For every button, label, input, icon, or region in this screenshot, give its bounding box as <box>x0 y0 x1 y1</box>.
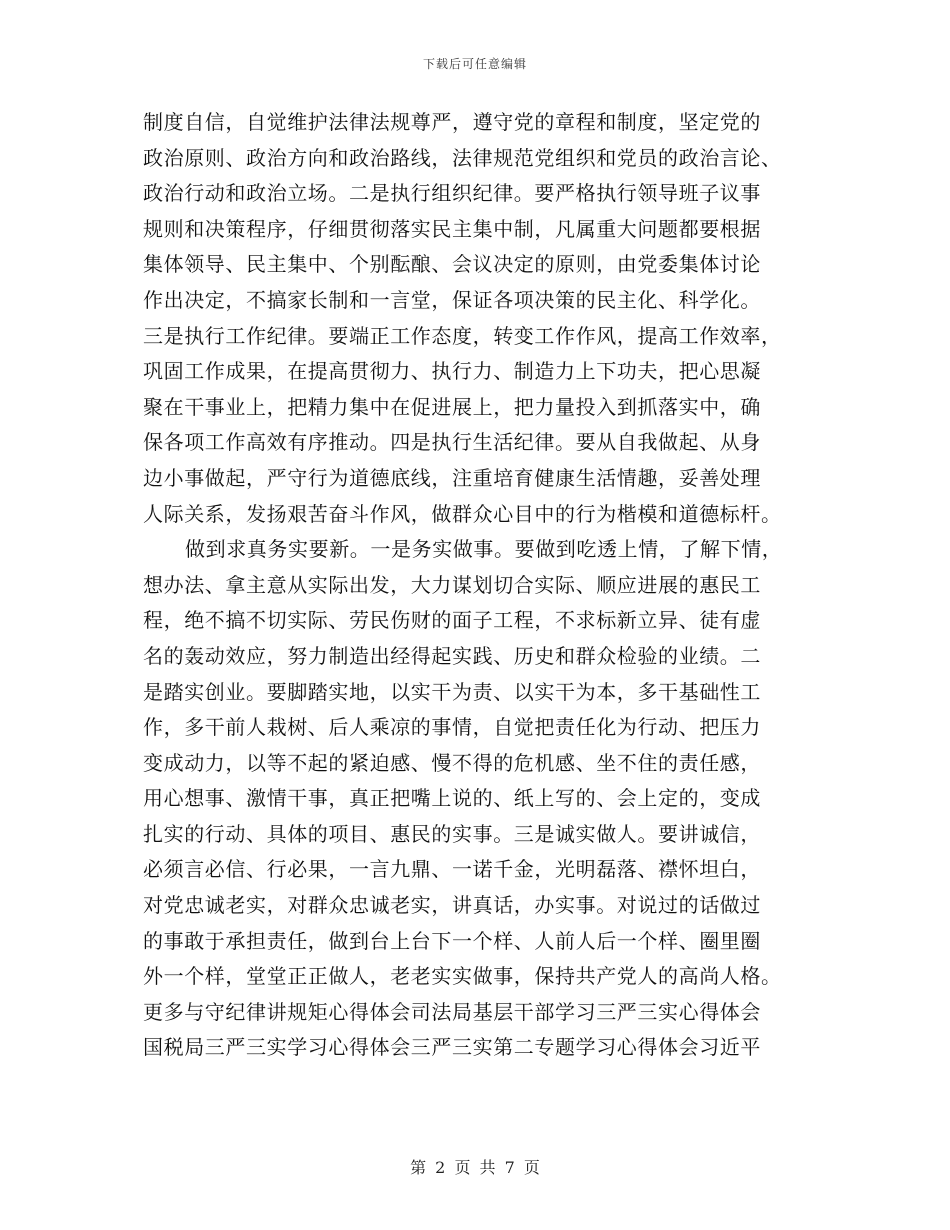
text-line: 作出决定，不搞家长制和一言堂，保证各项决策的民主化、科学化。 <box>143 287 761 312</box>
text-line: 变成动力，以等不起的紧迫感、慢不得的危机感、坐不住的责任感， <box>143 750 761 775</box>
text-line: 是踏实创业。要脚踏实地，以实干为责、以实干为本，多干基础性工 <box>143 679 761 704</box>
text-line: 作，多干前人栽树、后人乘凉的事情，自觉把责任化为行动、把压力 <box>143 715 761 740</box>
text-line: 三是执行工作纪律。要端正工作态度，转变工作作风，提高工作效率， <box>143 323 782 348</box>
page-number-footer: 第 2 页 共 7 页 <box>410 1158 540 1177</box>
text-line: 保各项工作高效有序推动。四是执行生活纪律。要从自我做起、从身 <box>143 430 761 455</box>
text-line: 聚在干事业上，把精力集中在促进展上，把力量投入到抓落实中，确 <box>143 394 761 419</box>
text-line: 集体领导、民主集中、个别酝酿、会议决定的原则，由党委集体讨论 <box>143 252 761 277</box>
paragraph-start-line: 做到求真务实要新。一是务实做事。要做到吃透上情，了解下情， <box>185 537 783 562</box>
text-line: 对党忠诚老实，对群众忠诚老实，讲真话，办实事。对说过的话做过 <box>143 893 761 918</box>
text-line: 政治原则、政治方向和政治路线，法律规范党组织和党员的政治言论、 <box>143 145 782 170</box>
text-line: 用心想事、激情干事，真正把嘴上说的、纸上写的、会上定的，变成 <box>143 786 761 811</box>
text-line: 政治行动和政治立场。二是执行组织纪律。要严格执行领导班子议事 <box>143 181 761 206</box>
text-line: 外一个样，堂堂正正做人，老老实实做事，保持共产党人的高尚人格。 <box>143 964 782 989</box>
text-line: 规则和决策程序，仔细贯彻落实民主集中制，凡属重大问题都要根据 <box>143 216 761 241</box>
text-line: 更多与守纪律讲规矩心得体会司法局基层干部学习三严三实心得体会 <box>143 999 761 1024</box>
text-line: 必须言必信、行必果，一言九鼎、一诺千金，光明磊落、襟怀坦白， <box>143 857 761 882</box>
text-line: 边小事做起，严守行为道德底线，注重培育健康生活情趣，妥善处理 <box>143 465 761 490</box>
document-body <box>143 105 808 1066</box>
page-header: 下载后可任意编辑 <box>422 57 527 71</box>
text-line: 想办法、拿主意从实际出发，大力谋划切合实际、顺应进展的惠民工 <box>143 572 761 597</box>
text-line: 国税局三严三实学习心得体会三严三实第二专题学习心得体会习近平 <box>143 1035 761 1060</box>
text-line: 人际关系，发扬艰苦奋斗作风，做群众心目中的行为楷模和道德标杆。 <box>143 501 782 526</box>
text-line: 程，绝不搞不切实际、劳民伤财的面子工程，不求标新立异、徒有虚 <box>143 608 761 633</box>
text-line: 名的轰动效应，努力制造出经得起实践、历史和群众检验的业绩。二 <box>143 643 761 668</box>
text-line: 巩固工作成果，在提高贯彻力、执行力、制造力上下功夫，把心思凝 <box>143 359 761 384</box>
text-line: 的事敢于承担责任，做到台上台下一个样、人前人后一个样、圈里圈 <box>143 928 761 953</box>
text-line: 扎实的行动、具体的项目、惠民的实事。三是诚实做人。要讲诚信， <box>143 821 761 846</box>
text-line: 制度自信，自觉维护法律法规尊严，遵守党的章程和制度，坚定党的 <box>143 110 761 134</box>
